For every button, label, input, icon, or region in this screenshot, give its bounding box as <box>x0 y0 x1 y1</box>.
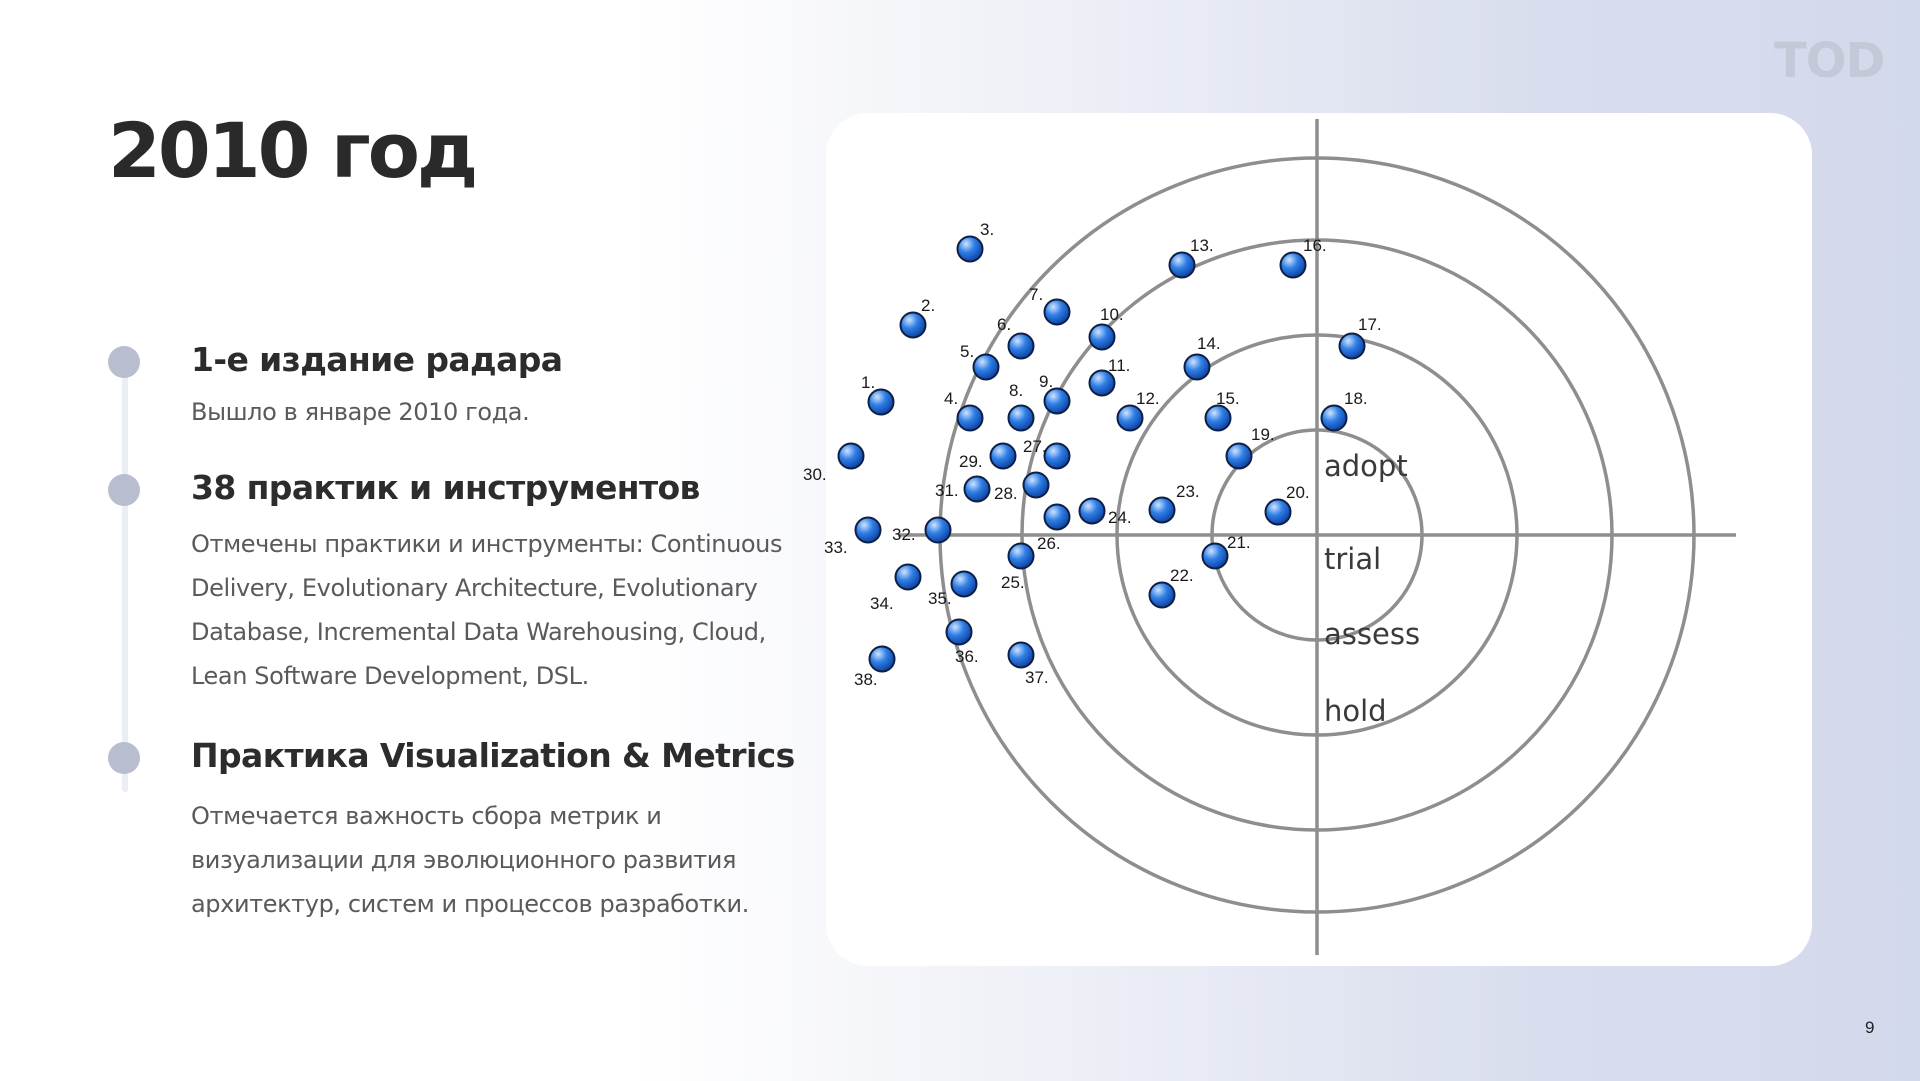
radar-blip <box>892 518 951 545</box>
radar-blip-marker <box>1045 300 1070 325</box>
ring-label-assess: assess <box>1324 617 1421 651</box>
radar-blip-marker <box>1045 389 1070 414</box>
radar-blip-label: 2. <box>921 296 936 315</box>
radar-blip-label: 30. <box>803 465 827 484</box>
radar-blip-marker <box>856 518 881 543</box>
radar-blip <box>1090 305 1124 350</box>
radar-blip-label: 29. <box>959 452 983 471</box>
brand-logo: TOD <box>1774 33 1885 89</box>
radar-blip-marker <box>1206 406 1231 431</box>
radar-blip <box>1170 236 1214 278</box>
radar-blip-marker <box>958 237 983 262</box>
timeline-line <box>122 362 128 792</box>
page-number: 9 <box>1865 1018 1875 1037</box>
radar-blip-label: 21. <box>1227 533 1251 552</box>
radar-blip <box>958 220 995 262</box>
radar-blip <box>870 565 921 614</box>
radar-blip-marker <box>1170 253 1195 278</box>
timeline-text: Отмечается важность сбора метрик и визуализации для эволюционного развития архитектур, систем и процессов разработки. <box>191 802 749 918</box>
technology-radar <box>803 113 1812 966</box>
radar-blip <box>854 647 895 690</box>
radar-blip-marker <box>1045 505 1070 530</box>
radar-blip <box>1266 483 1310 525</box>
radar-blip <box>997 315 1034 359</box>
radar-blip-marker <box>1185 355 1210 380</box>
radar-blip-label: 32. <box>892 525 916 544</box>
radar-card <box>803 113 1812 966</box>
radar-blip-label: 33. <box>824 538 848 557</box>
radar-blip <box>1150 482 1200 523</box>
radar-blip-marker <box>1340 334 1365 359</box>
timeline-heading: Практика Visualization & Metrics <box>191 736 795 775</box>
radar-blip <box>1150 566 1194 608</box>
radar-blip <box>1037 505 1070 554</box>
radar-blip-marker <box>952 572 977 597</box>
radar-blip <box>861 373 894 415</box>
radar-blip-marker <box>1090 325 1115 350</box>
ring-label-adopt: adopt <box>1324 449 1408 483</box>
radar-blip <box>1029 285 1070 325</box>
radar-blip <box>928 572 977 609</box>
radar-blip-marker <box>991 444 1016 469</box>
radar-blip <box>1203 533 1251 569</box>
radar-blip <box>944 389 983 431</box>
timeline-dot <box>108 474 140 506</box>
radar-blip <box>1185 334 1221 380</box>
radar-blip <box>1090 356 1131 396</box>
radar-blip <box>901 296 936 338</box>
radar-blip <box>1340 315 1382 359</box>
radar-blip <box>959 444 1016 472</box>
radar-blip-marker <box>870 647 895 672</box>
radar-blip-marker <box>1045 444 1070 469</box>
radar-blip-label: 6. <box>997 315 1012 334</box>
radar-blip-label: 11. <box>1108 356 1131 375</box>
radar-blip-label: 34. <box>870 594 894 613</box>
radar-blip-marker <box>926 518 951 543</box>
radar-blip-marker <box>1080 499 1105 524</box>
radar-blip-label: 16. <box>1303 236 1327 255</box>
radar-blip-marker <box>1322 406 1347 431</box>
radar-blips <box>803 220 1382 689</box>
radar-blip-label: 23. <box>1176 482 1200 501</box>
ring-label-hold: hold <box>1324 694 1387 728</box>
radar-blip-label: 26. <box>1037 534 1061 553</box>
timeline-dot <box>108 742 140 774</box>
radar-blip-label: 7. <box>1029 285 1044 304</box>
radar-blip-label: 25. <box>1001 573 1025 592</box>
radar-blip <box>1001 544 1034 593</box>
radar-blip-label: 31. <box>935 481 959 500</box>
page-title: 2010 год <box>108 106 476 195</box>
radar-blip-label: 1. <box>861 373 876 392</box>
radar-blip <box>1206 389 1240 431</box>
timeline-text: Вышло в январе 2010 года. <box>191 398 530 426</box>
radar-blip-label: 8. <box>1009 381 1024 400</box>
radar-blip-label: 15. <box>1216 389 1240 408</box>
radar-blip-label: 20. <box>1286 483 1310 502</box>
radar-blip-marker <box>1009 643 1034 668</box>
radar-blip-label: 24. <box>1108 508 1132 527</box>
radar-blip-label: 27. <box>1023 437 1047 456</box>
radar-blip-label: 3. <box>980 220 995 239</box>
radar-blip-marker <box>974 355 999 380</box>
radar-blip-label: 37. <box>1025 668 1049 687</box>
radar-blip-marker <box>1150 583 1175 608</box>
radar-blip-marker <box>1150 498 1175 523</box>
radar-blip-label: 10. <box>1100 305 1124 324</box>
radar-blip <box>1322 389 1368 431</box>
radar-blip <box>1227 425 1275 469</box>
radar-blip-marker <box>947 620 972 645</box>
radar-blip <box>1009 381 1034 431</box>
timeline-heading: 38 практик и инструментов <box>191 468 700 507</box>
radar-blip <box>1080 499 1132 528</box>
radar-blip <box>994 473 1049 504</box>
radar-blip-marker <box>1266 500 1291 525</box>
radar-blip-marker <box>896 565 921 590</box>
radar-blip-marker <box>901 313 926 338</box>
timeline-text: Отмечены практики и инструменты: Continuous Delivery, Evolutionary Architecture, Evolutionary Database, Incremental Data Warehousing, Cloud, Lean Software Development, DSL. <box>191 530 783 690</box>
radar-blip-label: 19. <box>1251 425 1275 444</box>
radar-blip-marker <box>965 477 990 502</box>
radar-blip-marker <box>1281 253 1306 278</box>
timeline-heading: 1-е издание радара <box>191 340 563 379</box>
radar-blip <box>824 518 881 558</box>
radar-blip-marker <box>1009 406 1034 431</box>
radar-blip-label: 13. <box>1190 236 1214 255</box>
radar-blip <box>935 477 990 502</box>
radar-blip-label: 4. <box>944 389 959 408</box>
radar-blip-label: 14. <box>1197 334 1221 353</box>
radar-blip-marker <box>958 406 983 431</box>
radar-blip-label: 22. <box>1170 566 1194 585</box>
radar-blip-label: 28. <box>994 484 1018 503</box>
radar-blip-marker <box>1024 473 1049 498</box>
radar-blip-label: 12. <box>1136 389 1160 408</box>
radar-blip-marker <box>839 444 864 469</box>
radar-blip <box>1118 389 1160 431</box>
radar-blip-label: 17. <box>1358 315 1382 334</box>
radar-blip-label: 18. <box>1344 389 1368 408</box>
radar-blip-marker <box>1009 334 1034 359</box>
timeline <box>108 340 848 980</box>
radar-blip-marker <box>1203 544 1228 569</box>
radar-blip-label: 38. <box>854 670 878 689</box>
radar-blip <box>1039 372 1070 414</box>
radar-blip-label: 9. <box>1039 372 1054 391</box>
timeline-dot <box>108 346 140 378</box>
radar-blip-label: 35. <box>928 589 952 608</box>
radar-blip-marker <box>869 390 894 415</box>
radar-blip-label: 36. <box>955 647 979 666</box>
radar-blip <box>1009 643 1049 688</box>
radar-blip <box>960 342 999 380</box>
radar-blip-label: 5. <box>960 342 975 361</box>
radar-blip <box>947 620 979 667</box>
radar-blip-marker <box>1118 406 1143 431</box>
radar-blip-marker <box>1227 444 1252 469</box>
ring-label-trial: trial <box>1324 542 1382 576</box>
radar-blip-marker <box>1009 544 1034 569</box>
